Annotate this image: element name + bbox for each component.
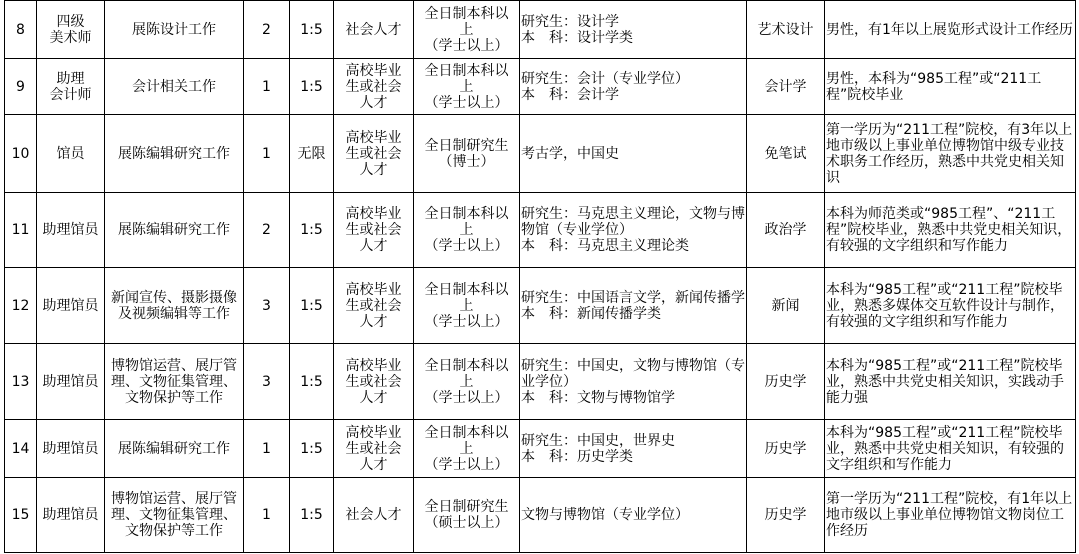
table-row bbox=[5, 115, 1076, 193]
cell-duty: 博物馆运营、展厅管理、文物征集管理、文物保护等工作 bbox=[105, 478, 244, 553]
cell-count: 3 bbox=[244, 344, 290, 420]
cell-count: 2 bbox=[244, 193, 290, 268]
cell-major: 研究生：会计（专业学位） 本 科：会计学 bbox=[520, 59, 747, 115]
cell-ratio: 1:5 bbox=[290, 193, 334, 268]
cell-exam: 历史学 bbox=[747, 344, 825, 420]
cell-education: 全日制本科以 上 （学士以上） bbox=[414, 1, 520, 59]
cell-education: 全日制本科以 上 （学士以上） bbox=[414, 344, 520, 420]
cell-no: 13 bbox=[5, 344, 37, 420]
cell-education: 全日制本科以 上 （学士以上） bbox=[414, 268, 520, 344]
cell-scope: 高校毕业 生或社会 人才 bbox=[334, 268, 414, 344]
cell-requirements: 本科为“985工程”或“211工程”院校毕业，熟悉多媒体交互软件设计与制作，有较强的文字组织和写作能力 bbox=[825, 268, 1076, 344]
cell-no: 15 bbox=[5, 478, 37, 553]
cell-duty: 展陈设计工作 bbox=[105, 1, 244, 59]
table-row bbox=[5, 420, 1076, 478]
cell-exam: 历史学 bbox=[747, 478, 825, 553]
cell-scope: 社会人才 bbox=[334, 478, 414, 553]
cell-ratio: 1:5 bbox=[290, 420, 334, 478]
table-row bbox=[5, 268, 1076, 344]
cell-duty: 新闻宣传、摄影摄像及视频编辑等工作 bbox=[105, 268, 244, 344]
cell-education: 全日制本科以 上 （学士以上） bbox=[414, 59, 520, 115]
cell-requirements: 本科为“985工程”或“211工程”院校毕业，熟悉中共党史相关知识，有较强的文字组织和写作能力 bbox=[825, 420, 1076, 478]
cell-no: 12 bbox=[5, 268, 37, 344]
cell-major: 研究生：设计学 本 科：设计学类 bbox=[520, 1, 747, 59]
table-row bbox=[5, 193, 1076, 268]
cell-exam: 政治学 bbox=[747, 193, 825, 268]
cell-duty: 展陈编辑研究工作 bbox=[105, 193, 244, 268]
cell-duty: 会计相关工作 bbox=[105, 59, 244, 115]
table-row bbox=[5, 59, 1076, 115]
cell-count: 1 bbox=[244, 59, 290, 115]
cell-position: 四级 美术师 bbox=[37, 1, 105, 59]
cell-scope: 高校毕业 生或社会 人才 bbox=[334, 420, 414, 478]
cell-requirements: 本科为师范类或“985工程”、“211工程”院校毕业，熟悉中共党史相关知识，有较强的文字组织和写作能力 bbox=[825, 193, 1076, 268]
cell-major: 研究生：中国史，世界史 本 科：历史学类 bbox=[520, 420, 747, 478]
cell-scope: 高校毕业 生或社会 人才 bbox=[334, 193, 414, 268]
cell-exam: 历史学 bbox=[747, 420, 825, 478]
cell-ratio: 无限 bbox=[290, 115, 334, 193]
table-body bbox=[5, 1, 1076, 553]
cell-education: 全日制研究生 （博士） bbox=[414, 115, 520, 193]
cell-count: 1 bbox=[244, 115, 290, 193]
cell-no: 9 bbox=[5, 59, 37, 115]
cell-no: 8 bbox=[5, 1, 37, 59]
cell-requirements: 第一学历为“211工程”院校，有3年以上地市级以上事业单位博物馆中级专业技术职务工作经历，熟悉中共党史相关知识 bbox=[825, 115, 1076, 193]
cell-ratio: 1:5 bbox=[290, 59, 334, 115]
cell-position: 助理馆员 bbox=[37, 478, 105, 553]
cell-position: 馆员 bbox=[37, 115, 105, 193]
cell-major: 研究生：中国语言文学，新闻传播学 本 科：新闻传播学类 bbox=[520, 268, 747, 344]
cell-requirements: 男性，有1年以上展览形式设计工作经历 bbox=[825, 1, 1076, 59]
table-row bbox=[5, 344, 1076, 420]
cell-major: 文物与博物馆（专业学位） bbox=[520, 478, 747, 553]
cell-major: 研究生：中国史，文物与博物馆（专业学位） 本 科：文物与博物馆学 bbox=[520, 344, 747, 420]
cell-no: 11 bbox=[5, 193, 37, 268]
cell-education: 全日制本科以 上 （学士以上） bbox=[414, 420, 520, 478]
cell-scope: 社会人才 bbox=[334, 1, 414, 59]
table-row bbox=[5, 1, 1076, 59]
cell-exam: 新闻 bbox=[747, 268, 825, 344]
cell-position: 助理馆员 bbox=[37, 268, 105, 344]
cell-no: 14 bbox=[5, 420, 37, 478]
recruitment-table bbox=[4, 0, 1076, 553]
cell-duty: 展陈编辑研究工作 bbox=[105, 115, 244, 193]
cell-no: 10 bbox=[5, 115, 37, 193]
cell-count: 1 bbox=[244, 420, 290, 478]
cell-duty: 博物馆运营、展厅管理、文物征集管理、文物保护等工作 bbox=[105, 344, 244, 420]
cell-scope: 高校毕业 生或社会 人才 bbox=[334, 59, 414, 115]
cell-education: 全日制本科以 上 （学士以上） bbox=[414, 193, 520, 268]
cell-position: 助理馆员 bbox=[37, 193, 105, 268]
cell-ratio: 1:5 bbox=[290, 1, 334, 59]
cell-position: 助理 会计师 bbox=[37, 59, 105, 115]
table-row bbox=[5, 478, 1076, 553]
cell-requirements: 男性，本科为“985工程”或“211工程”院校毕业 bbox=[825, 59, 1076, 115]
cell-position: 助理馆员 bbox=[37, 344, 105, 420]
cell-requirements: 第一学历为“211工程”院校，有1年以上地市级以上事业单位博物馆文物岗位工作经历 bbox=[825, 478, 1076, 553]
cell-exam: 艺术设计 bbox=[747, 1, 825, 59]
cell-major: 考古学，中国史 bbox=[520, 115, 747, 193]
cell-duty: 展陈编辑研究工作 bbox=[105, 420, 244, 478]
cell-major: 研究生：马克思主义理论，文物与博物馆（专业学位） 本 科：马克思主义理论类 bbox=[520, 193, 747, 268]
cell-count: 2 bbox=[244, 1, 290, 59]
cell-education: 全日制研究生 （硕士以上） bbox=[414, 478, 520, 553]
cell-requirements: 本科为“985工程”或“211工程”院校毕业，熟悉中共党史相关知识，实践动手能力强 bbox=[825, 344, 1076, 420]
cell-count: 1 bbox=[244, 478, 290, 553]
cell-count: 3 bbox=[244, 268, 290, 344]
cell-scope: 高校毕业 生或社会 人才 bbox=[334, 115, 414, 193]
cell-exam: 免笔试 bbox=[747, 115, 825, 193]
cell-scope: 高校毕业 生或社会 人才 bbox=[334, 344, 414, 420]
cell-ratio: 1:5 bbox=[290, 344, 334, 420]
cell-position: 助理馆员 bbox=[37, 420, 105, 478]
cell-ratio: 1:5 bbox=[290, 478, 334, 553]
cell-exam: 会计学 bbox=[747, 59, 825, 115]
cell-ratio: 1:5 bbox=[290, 268, 334, 344]
